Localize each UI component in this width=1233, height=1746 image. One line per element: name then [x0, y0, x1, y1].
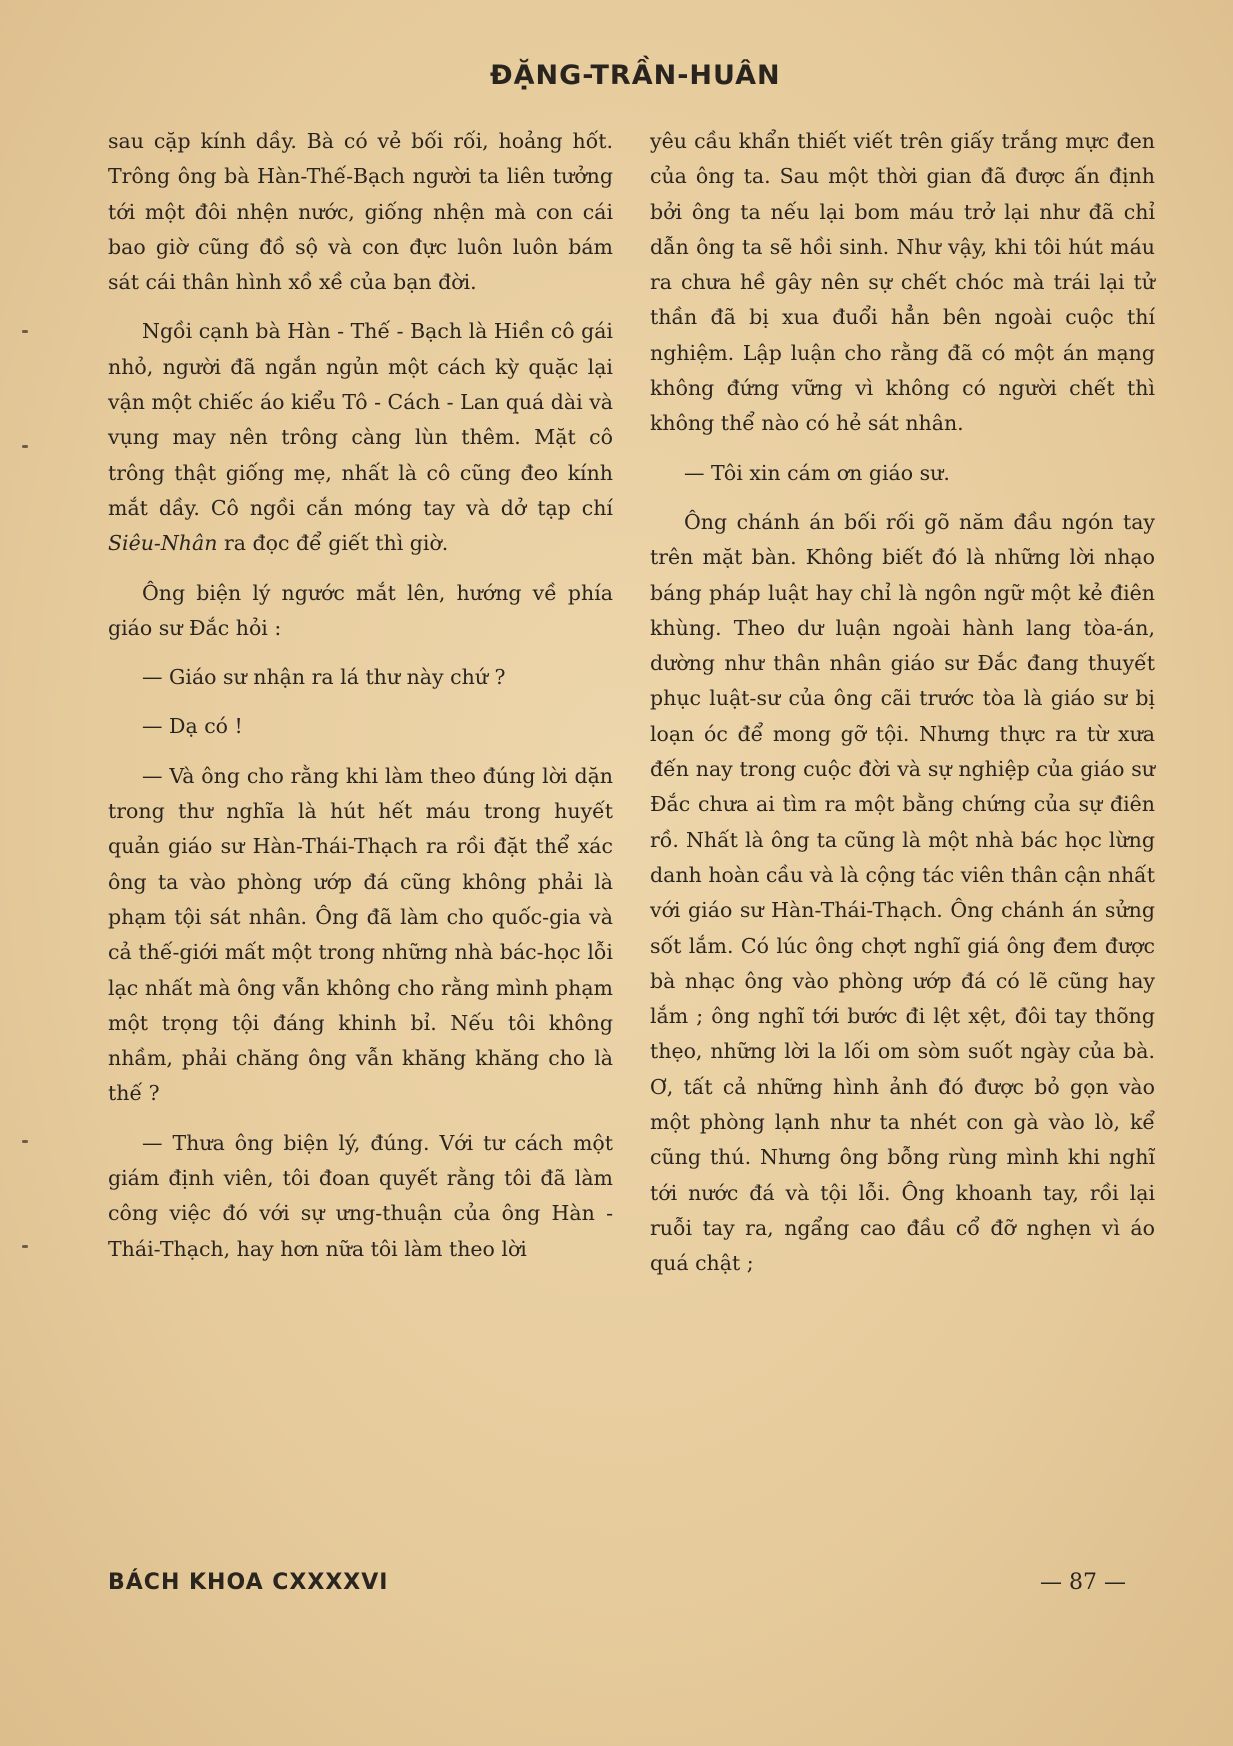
dialogue-line: — Tôi xin cám ơn giáo sư.: [684, 460, 950, 485]
edge-binding-mark: [22, 330, 28, 333]
edge-binding-mark: [22, 1245, 28, 1248]
edge-binding-mark: [22, 445, 28, 448]
paragraph: [108, 314, 613, 561]
paragraph: yêu cầu khẩn thiết viết trên giấy trắng mực đen của ông ta. Sau một thời gian đã được ấn định bởi ông ta nếu lại bom máu trở lại như đã chỉ dẫn ông ta sẽ hồi sinh. Như vậy, khi tôi hút máu ra chưa hề gây nên sự chết chóc mà trái lại tử thần đã bị xua đuổi hẳn bên ngoài cuộc thí nghiệm. Lập luận cho rằng đã có một án mạng không đứng vững vì không có người chết thì không thể nào có hẻ sát nhân.: [650, 129, 1155, 436]
dialogue-line: — Giáo sư nhận ra lá thư này chứ ?: [142, 665, 506, 690]
page-header-author: ĐẶNG-TRẦN-HUÂN: [490, 60, 781, 91]
right-text-column: [650, 124, 1155, 1296]
paragraph: Ông chánh án bối rối gõ năm đầu ngón tay trên mặt bàn. Không biết đó là những lời nhạo báng pháp luật hay chỉ là ngôn ngữ một kẻ điên khùng. Theo dư luận ngoài hành lang tòa-án, dường như thân nhân giáo sư Đắc đang thuyết phục luật-sư của ông cãi trước tòa là giáo sư bị loạn óc để mong gỡ tội. Nhưng thực ra từ xưa đến nay trong cuộc đời và sự nghiệp của giáo sư Đắc chưa ai tìm ra một bằng chứng của sự điên rồ. Nhất là ông ta cũng là một nhà bác học lừng danh hoàn cầu và là cộng tác viên thân cận nhất với giáo sư Hàn-Thái-Thạch. Ông chánh án sửng sốt lắm. Có lúc ông chợt nghĩ giá ông đem được bà nhạc ông vào phòng ướp đá có lẽ cũng hay lắm ; ông nghĩ tới bước đi lệt xệt, đôi tay thõng thẹo, những lời la lối om sòm suốt ngày của bà. Ơ, tất cả những hình ảnh đó được bỏ gọn vào một phòng lạnh như ta nhét con gà vào lò, kể cũng thú. Nhưng ông bỗng rùng mình khi nghĩ tới nước đá và tội lỗi. Ông khoanh tay, rồi lại ruỗi tay ra, ngẩng cao đầu cổ đỡ nghẹn vì áo quá chật ;: [650, 509, 1155, 1276]
paragraph-text: Ngồi cạnh bà Hàn - Thế - Bạch là Hiền cô gái nhỏ, người đã ngắn ngủn một cách kỳ quặc lại vận một chiếc áo kiểu Tô - Cách - Lan quá dài và vụng may nên trông càng lùn thêm. Mặt cô trông thật giống mẹ, nhất là cô cũng đeo kính mắt dầy. Cô ngồi cắn móng tay và dở tạp chí: [108, 319, 613, 520]
paragraph: sau cặp kính dầy. Bà có vẻ bối rối, hoảng hốt. Trông ông bà Hàn-Thế-Bạch người ta liên tưởng tới một đôi nhện nước, giống nhện mà con cái bao giờ cũng đồ sộ và con đực luôn luôn bám sát cái thân hình xồ xề của bạn đời.: [108, 129, 613, 295]
paragraph: Ông biện lý ngước mắt lên, hướng về phía giáo sư Đắc hỏi :: [108, 580, 613, 640]
footer-magazine-issue: BÁCH KHOA CXXXXVI: [108, 1570, 389, 1595]
paragraph-text: ra đọc để giết thì giờ.: [223, 531, 449, 556]
edge-binding-mark: [22, 1140, 28, 1143]
dialogue-line: — Dạ có !: [142, 714, 243, 739]
dialogue-line: — Thưa ông biện lý, đúng. Với tư cách một giám định viên, tôi đoan quyết rằng tôi đã làm công việc đó với sự ưng-thuận của ông Hàn - Thái-Thạch, hay hơn nữa tôi làm theo lời: [108, 1130, 613, 1261]
left-text-column: [108, 124, 613, 1281]
footer-page-number: — 87 —: [1040, 1570, 1126, 1595]
dialogue-line: — Và ông cho rằng khi làm theo đúng lời dặn trong thư nghĩa là hút hết máu trong huyết quản giáo sư Hàn-Thái-Thạch ra rồi đặt thể xác ông ta vào phòng ướp đá cũng không phải là phạm tội sát nhân. Ông đã làm cho quốc-gia và cả thế-giới mất một trong những nhà bác-học lỗi lạc nhất mà ông vẫn không cho rằng mình phạm một trọng tội đáng khinh bỉ. Nếu tôi không nhầm, phải chăng ông vẫn khăng khăng cho là thế ?: [108, 763, 613, 1106]
magazine-title-italic: Siêu-Nhân: [108, 531, 218, 556]
